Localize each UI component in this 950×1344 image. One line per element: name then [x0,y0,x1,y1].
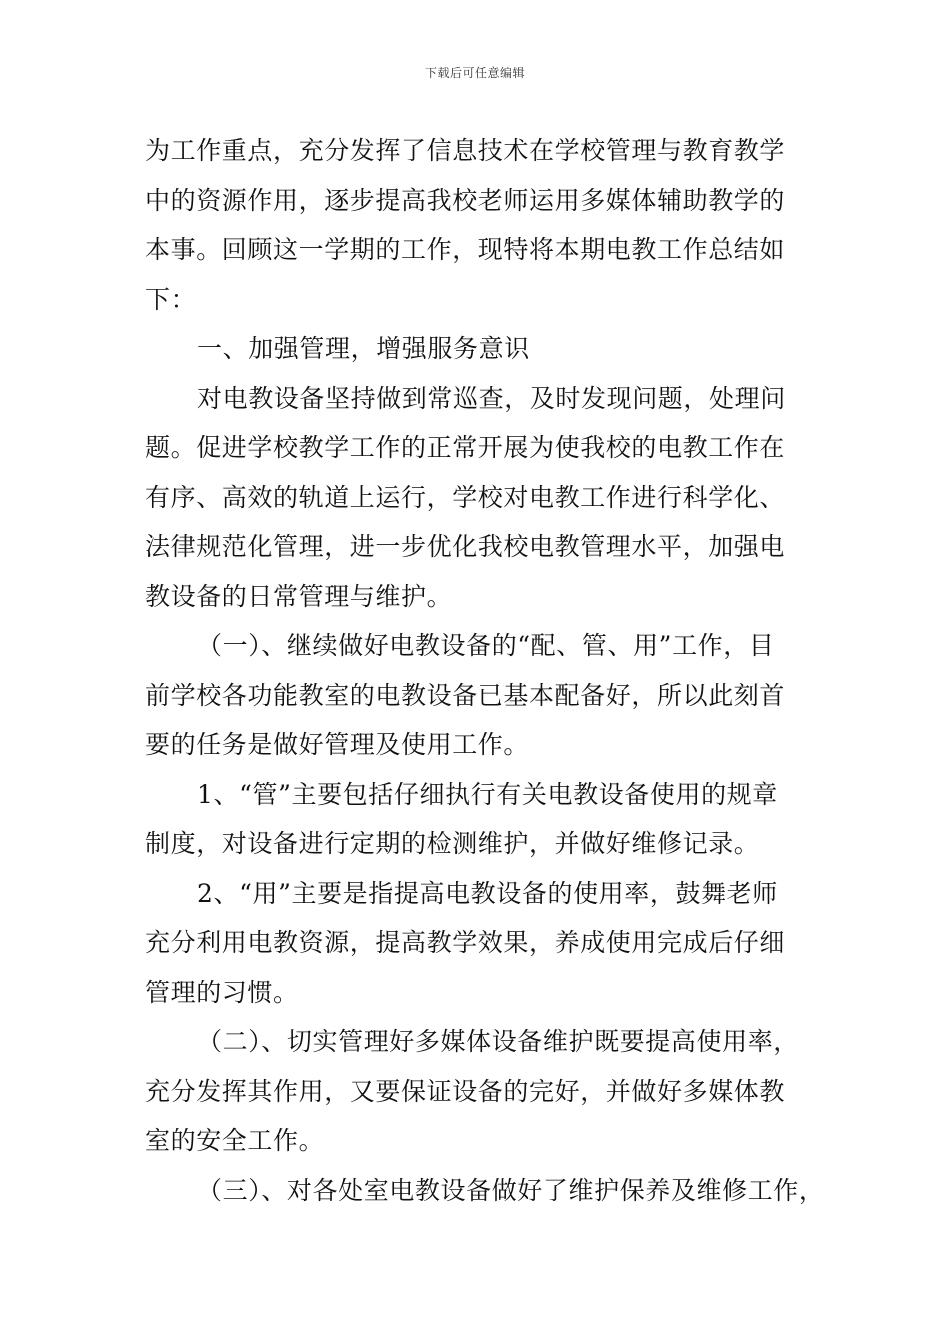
text-line: 前学校各功能教室的电教设备已基本配备好，所以此刻首 [145,680,786,710]
text-line: 中的资源作用，逐步提高我校老师运用多媒体辅助教学的 [145,185,786,215]
text-line: 管理的习惯。 [145,977,299,1007]
text-line: 下： [145,284,197,314]
text-line: 教设备的日常管理与维护。 [145,581,453,611]
text-line: 法律规范化管理，进一步优化我校电教管理水平，加强电 [145,532,786,561]
text-line: 有序、高效的轨道上运行，学校对电教工作进行科学化、 [145,482,786,512]
text-line: 本事。回顾这一学期的工作，现特将本期电教工作总结如 [145,235,786,264]
text-line: 充分发挥其作用，又要保证设备的完好，并做好多媒体教 [145,1076,786,1106]
text-line: 充分利用电教资源，提高教学效果，养成使用完成后仔细 [145,928,786,957]
text-line: 对电教设备坚持做到常巡查，及时发现问题，处理问 [197,383,786,413]
text-line: 2、“用”主要是指提高电教设备的使用率，鼓舞老师 [197,878,778,908]
text-line: 要的任务是做好管理及使用工作。 [145,730,530,759]
text-line: 室的安全工作。 [145,1126,325,1155]
text-line: 为工作重点，充分发挥了信息技术在学校管理与教育教学 [145,136,786,165]
text-line: 1、“管”主要包括仔细执行有关电教设备使用的规章 [197,779,778,809]
text-line: （一）、继续做好电教设备的“配、管、用”工作，目 [197,631,775,660]
text-line: 题。促进学校教学工作的正常开展为使我校的电教工作在 [145,433,786,462]
section-heading: 一、加强管理，增强服务意识 [197,334,530,363]
page-header-note: 下载后可任意编辑 [424,66,525,80]
document-body [145,126,825,1215]
text-line: 制度，对设备进行定期的检测维护，并做好维修记录。 [145,829,760,858]
text-line: （三）、对各处室电教设备做好了维护保养及维修工作， [197,1175,825,1205]
text-line: （二）、切实管理好多媒体设备维护既要提高使用率， [197,1027,799,1056]
